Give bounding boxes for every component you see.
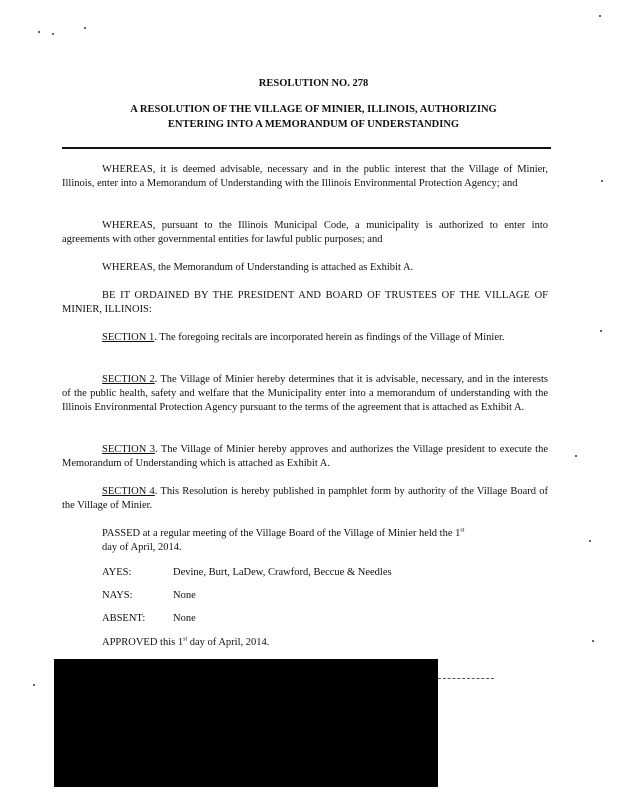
vote-row-nays (102, 589, 196, 603)
section-2-text: . The Village of Minier hereby determines that it is advisable, necessary, and in the interests of the public health, safety and welfare that the Municipality enter into a memorandum of understanding with the Illinois Environmental Protection Agency pursuant to the terms of the agreement that is attached as Exhibit A. (62, 374, 548, 413)
section-4-paragraph (62, 485, 548, 513)
passed-paragraph (102, 527, 532, 555)
section-4-text: . This Resolution is hereby published in pamphlet form by authority of the Village Board of the Village of Minier. (62, 486, 548, 511)
section-2-paragraph (62, 373, 548, 415)
section-2-label: SECTION 2 (102, 374, 155, 385)
ayes-value: Devine, Burt, LaDew, Crawford, Beccue & Needles (173, 567, 392, 578)
absent-label: ABSENT: (102, 613, 146, 624)
section-1-paragraph (62, 331, 548, 345)
section-3-paragraph (62, 443, 548, 471)
resolution-number: RESOLUTION NO. 278 (258, 78, 369, 89)
passed-text: PASSED at a regular meeting of the Village Board of the Village of Minier held the 1 (102, 528, 461, 539)
whereas-paragraph-3: WHEREAS, the Memorandum of Understanding is attached as Exhibit A. (102, 262, 414, 273)
section-1-label: SECTION 1 (102, 332, 155, 343)
section-3-label: SECTION 3 (102, 444, 155, 455)
approved-line (102, 636, 269, 650)
nays-value: None (173, 590, 196, 601)
title-divider (62, 147, 551, 149)
approved-date: day of April, 2014. (187, 637, 270, 648)
absent-value: None (173, 613, 196, 624)
signature-line (438, 678, 494, 679)
resolution-title-line1: A RESOLUTION OF THE VILLAGE OF MINIER, ILLINOIS, AUTHORIZING (130, 104, 497, 115)
section-4-label: SECTION 4 (102, 486, 155, 497)
approved-text: APPROVED this 1 (102, 637, 184, 648)
approved-ordinal: st (183, 636, 188, 643)
section-1-text: . The foregoing recitals are incorporated herein as findings of the Village of Minier. (154, 332, 505, 343)
section-3-text: . The Village of Minier hereby approves and authorizes the Village president to execute the Memorandum of Understanding which is attached as Exhibit A. (62, 444, 548, 469)
ordained-paragraph: BE IT ORDAINED BY THE PRESIDENT AND BOARD OF TRUSTEES OF THE VILLAGE OF MINIER, ILLINOIS: (62, 290, 548, 315)
vote-row-absent (102, 612, 196, 626)
ayes-label: AYES: (102, 567, 132, 578)
passed-ordinal: st (460, 527, 465, 534)
whereas-paragraph-2: WHEREAS, pursuant to the Illinois Municipal Code, a municipality is authorized to enter into agreements with other governmental entities for lawful public purposes; and (62, 220, 548, 245)
resolution-title-line2: ENTERING INTO A MEMORANDUM OF UNDERSTANDING (167, 119, 460, 130)
passed-date: day of April, 2014. (102, 542, 182, 553)
vote-row-ayes (102, 566, 392, 580)
redaction-block (54, 659, 438, 787)
whereas-paragraph-1: WHEREAS, it is deemed advisable, necessary and in the public interest that the Village of Minier, Illinois, enter into a Memorandum of Understanding with the Illinois Environmental Protection Agency; and (62, 164, 548, 189)
nays-label: NAYS: (102, 590, 133, 601)
